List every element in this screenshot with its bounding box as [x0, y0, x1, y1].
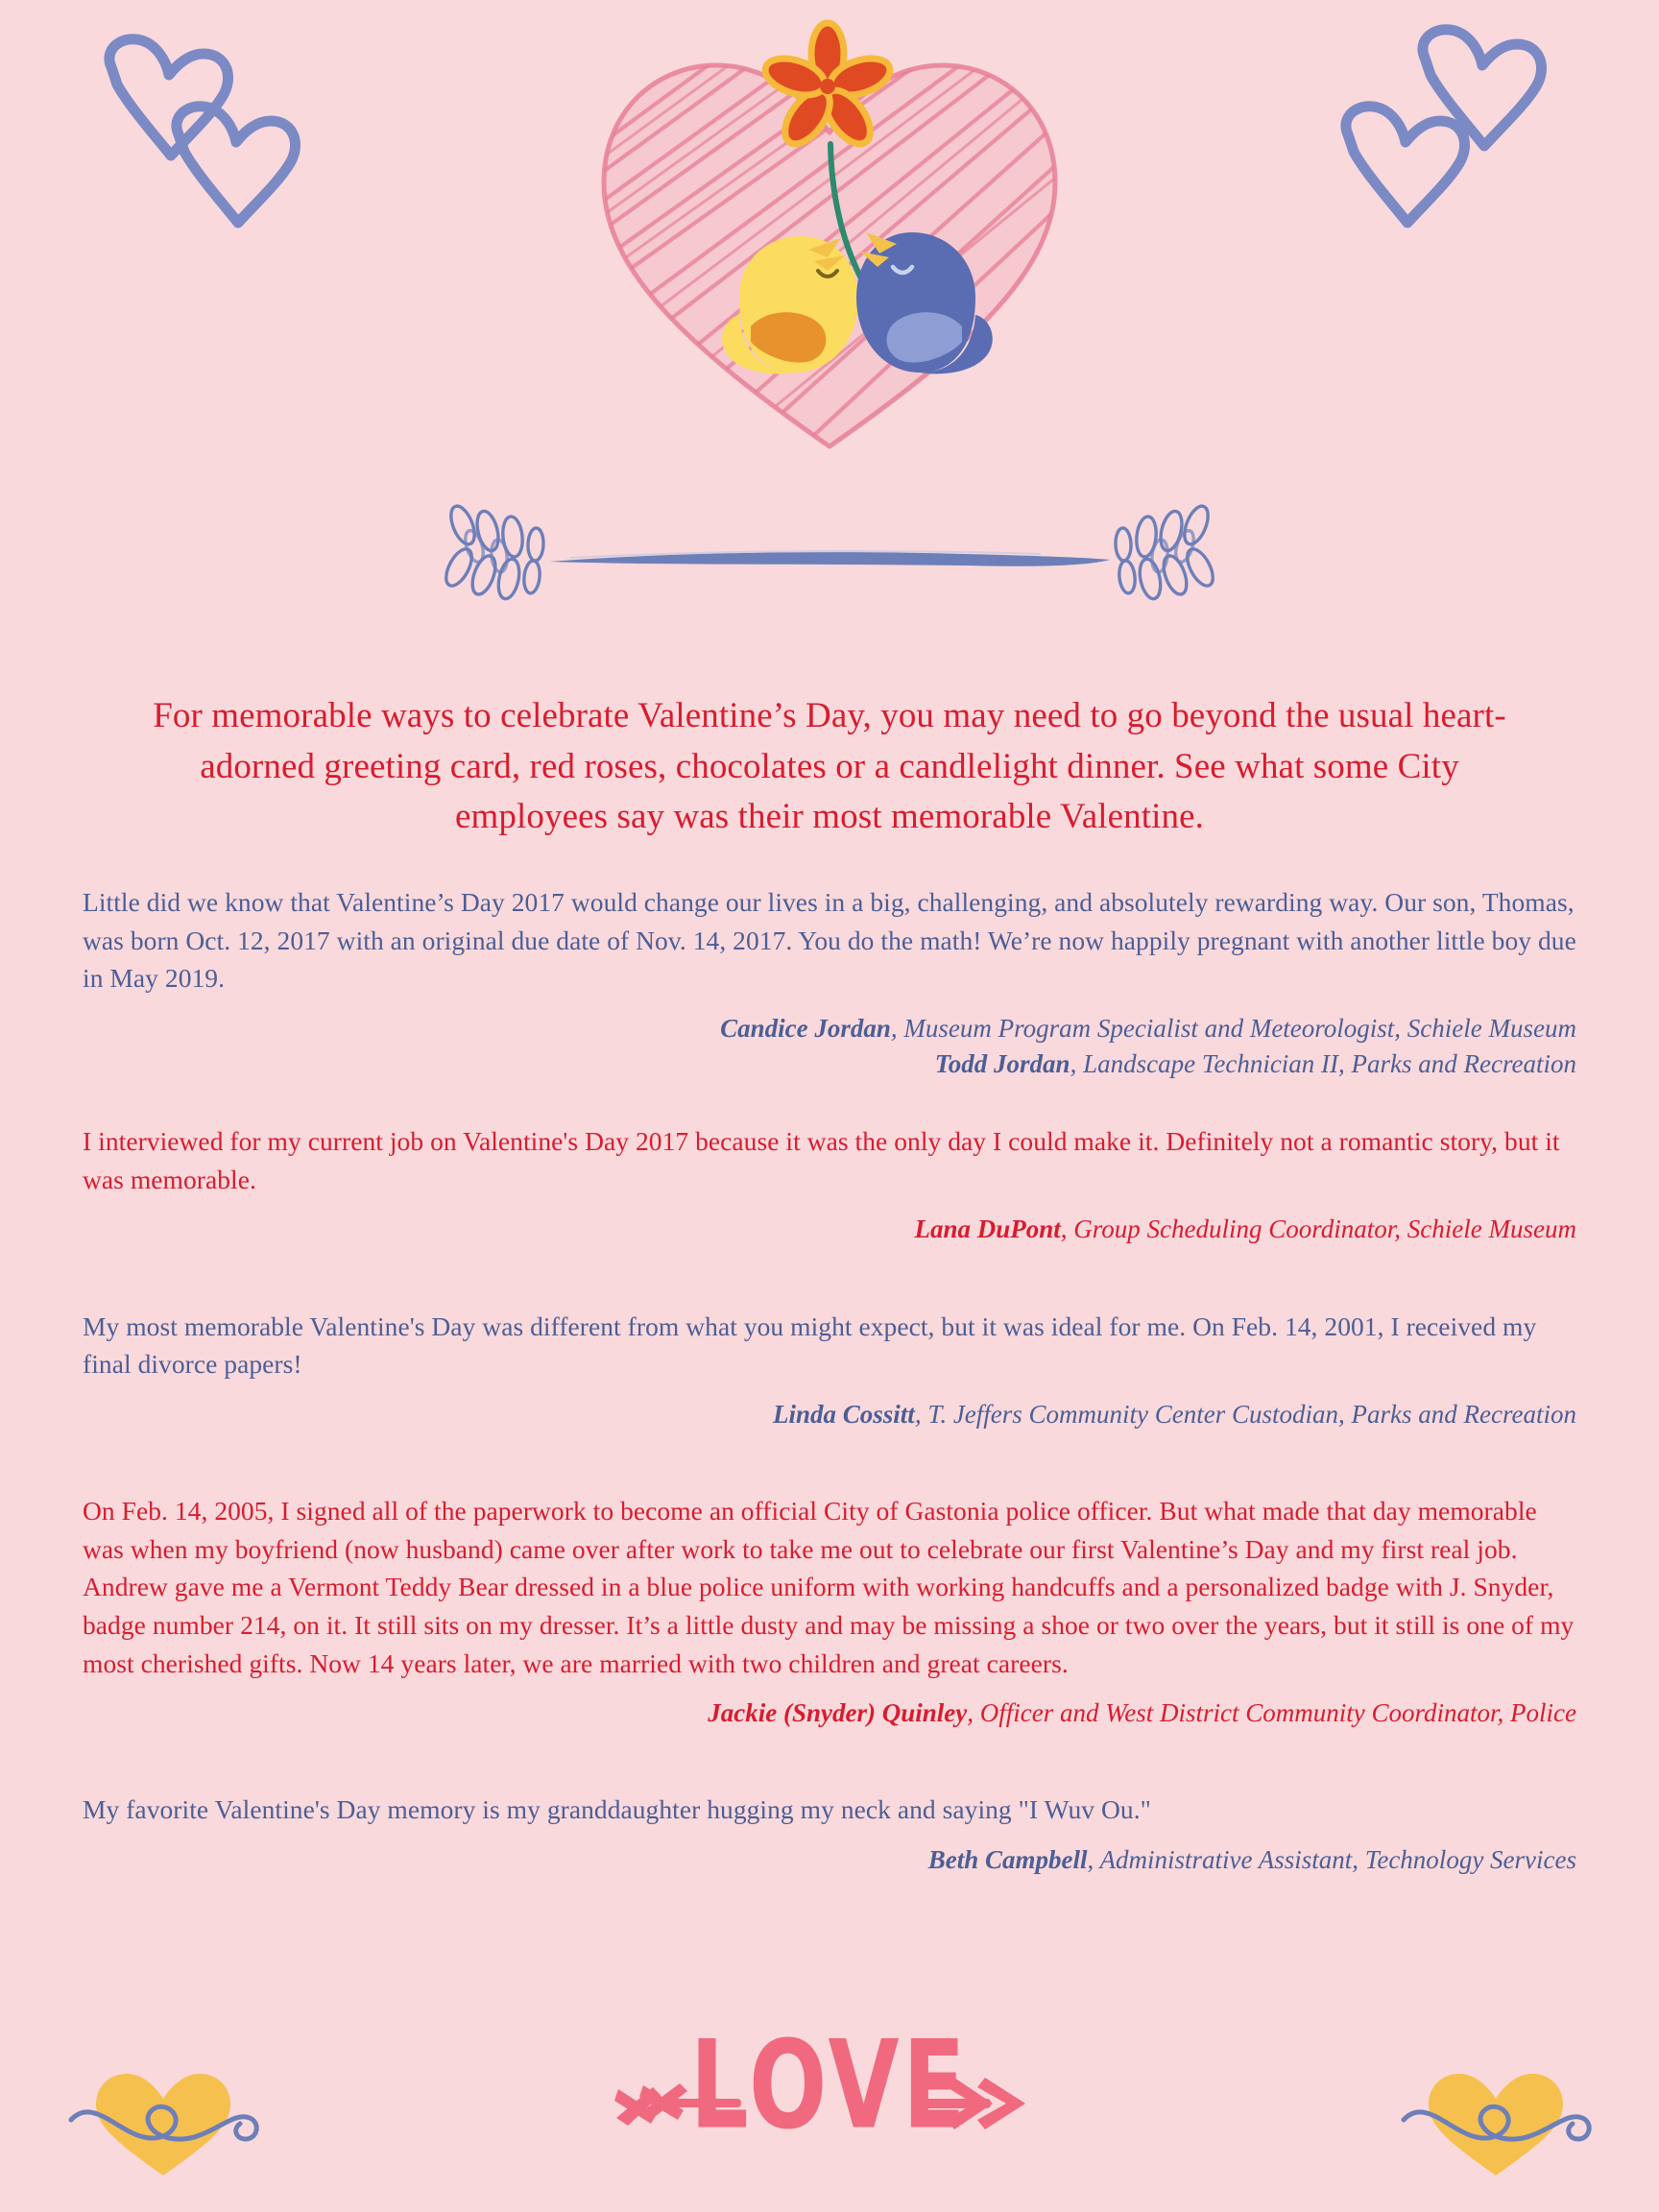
hero-illustration: [580, 10, 1079, 470]
decorative-hearts-right: [1275, 0, 1563, 269]
attribution-line: [83, 1212, 1576, 1247]
testimonial-attribution: [83, 1397, 1576, 1432]
spacer: [83, 1432, 1576, 1492]
testimonial-quote: On Feb. 14, 2005, I signed all of the paperwork to become an official City of Gastonia police officer. But what made that day memorable was when my boyfriend (now husband) came over after work to take me out to celebrate our first Valentine’s Day and my first real job. Andrew gave me a Vermont Teddy Bear dressed in a blue police uniform with working handcuffs and a personalized badge with J. Snyder, badge number 214, on it. It still sits on my dresser. It’s a little dusty and may be missing a shoe or two over the years, but it still is one of my most cherished gifts. Now 14 years later, we are married with two children and great careers.: [83, 1496, 1575, 1678]
attribution-line: [83, 1011, 1576, 1046]
laurel-divider-icon: [426, 494, 1233, 619]
testimonial-entry: [83, 1791, 1576, 1878]
testimonial-entry: [83, 1122, 1576, 1247]
page-intro: For memorable ways to celebrate Valentine’s Day, you may need to go beyond the usual heart-adorned greeting card, red roses, chocolates or a candlelight dinner. See what some City employees say was their most memorable Valentine.: [153, 696, 1506, 837]
attribution-title: , Officer and West District Community Coordinator, Police: [967, 1698, 1576, 1728]
attribution-line: [83, 1397, 1576, 1432]
attribution-title: , Landscape Technician II, Parks and Recreation: [1070, 1049, 1576, 1079]
testimonial-entry: [83, 883, 1576, 1082]
attribution-title: , Group Scheduling Coordinator, Schiele Museum: [1060, 1214, 1576, 1244]
gold-heart-swirl-icon: [1390, 2058, 1601, 2183]
testimonial-attribution: [83, 1212, 1576, 1247]
attribution-person: Candice Jordan: [720, 1013, 891, 1043]
attribution-line: [83, 1695, 1576, 1731]
testimonial-attribution: [83, 1011, 1576, 1083]
decorative-hearts-left: [96, 0, 384, 269]
gold-heart-swirl-icon: [58, 2058, 269, 2183]
testimonial-quote: My most memorable Valentine's Day was different from what you might expect, but it was ideal for me. On Feb. 14, 2001, I received my final divorce papers!: [83, 1310, 1537, 1380]
testimonials-list: [83, 883, 1576, 1878]
attribution-line: [83, 1842, 1576, 1878]
attribution-person: Beth Campbell: [927, 1844, 1088, 1874]
attribution-line: [83, 1046, 1576, 1082]
heart-outline-icon: [96, 0, 384, 269]
heart-outline-icon: [1275, 0, 1563, 269]
spacer: [83, 1731, 1576, 1791]
testimonial-attribution: [83, 1695, 1576, 1731]
attribution-title: , Administrative Assistant, Technology Services: [1087, 1844, 1576, 1874]
attribution-person: Linda Cossitt: [773, 1399, 915, 1429]
testimonial-quote: Little did we know that Valentine’s Day 2017 would change our lives in a big, challenging, and absolutely rewarding way. Our son, Thomas, was born Oct. 12, 2017 with an original due date of Nov. 14, 2017. You do the math! We’re now happily pregnant with another little boy due in May 2019.: [83, 887, 1576, 994]
spacer: [83, 1248, 1576, 1308]
spacer: [83, 1082, 1576, 1122]
attribution-person: Lana DuPont: [914, 1214, 1061, 1244]
birds-in-heart-icon: [580, 10, 1079, 470]
love-banner: [609, 2013, 1050, 2162]
corner-ornament-left: [58, 2058, 269, 2183]
testimonial-attribution: [83, 1842, 1576, 1878]
testimonial-quote: My favorite Valentine's Day memory is my granddaughter hugging my neck and saying "I Wuv Ou.": [83, 1794, 1151, 1825]
corner-ornament-right: [1390, 2058, 1601, 2183]
love-text: LOVE: [689, 2013, 970, 2156]
testimonial-entry: [83, 1492, 1576, 1731]
attribution-person: Jackie (Snyder) Quinley: [708, 1698, 968, 1728]
attribution-title: , T. Jeffers Community Center Custodian, Parks and Recreation: [914, 1399, 1576, 1429]
testimonial-entry: [83, 1308, 1576, 1432]
laurel-divider: [426, 494, 1233, 619]
testimonial-quote: I interviewed for my current job on Valentine's Day 2017 because it was the only day I could make it. Definitely not a romantic story, but it was memorable.: [83, 1126, 1560, 1194]
attribution-person: Todd Jordan: [934, 1049, 1070, 1079]
attribution-title: , Museum Program Specialist and Meteorologist, Schiele Museum: [890, 1013, 1576, 1043]
